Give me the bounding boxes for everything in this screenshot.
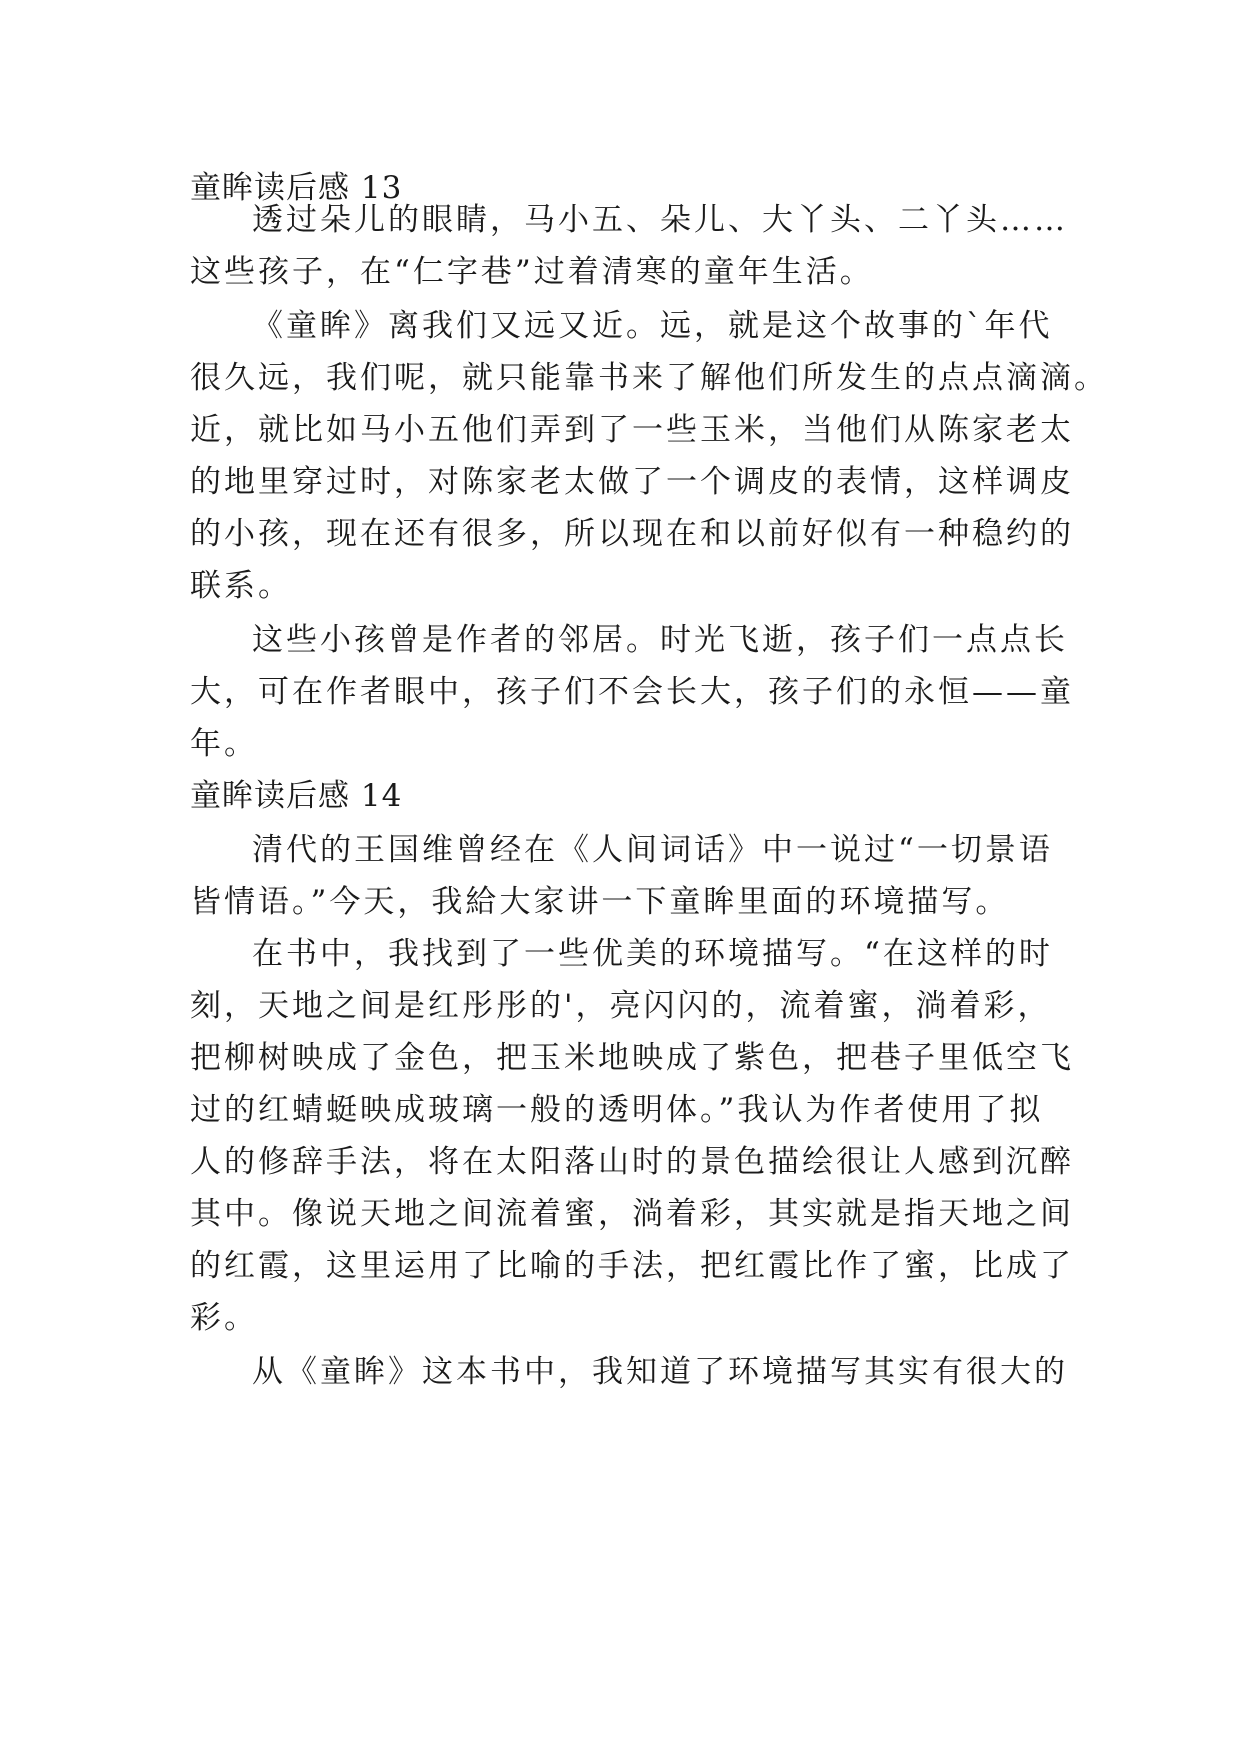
paragraph-line: 这些孩子，在“仁字巷”过着清寒的童年生活。 xyxy=(190,254,874,290)
paragraph-line: 联系。 xyxy=(190,568,292,604)
paragraph-line: 皆情语。”今天，我給大家讲一下童眸里面的环境描写。 xyxy=(190,884,1010,920)
paragraph-line: 的红霞，这里运用了比喻的手法，把红霞比作了蜜，比成了 xyxy=(190,1248,1074,1284)
paragraph-line: 在书中，我找到了一些优美的环境描写。“在这样的时 xyxy=(252,936,1053,972)
paragraph-line: 透过朵儿的眼睛，马小五、朵儿、大丫头、二丫头…… xyxy=(252,202,1068,238)
paragraph-line: 过的红蜻蜓映成玻璃一般的透明体。”我认为作者使用了拟 xyxy=(190,1092,1044,1128)
paragraph-line: 把柳树映成了金色，把玉米地映成了紫色，把巷子里低空飞 xyxy=(190,1040,1074,1076)
paragraph-line: 刻，天地之间是红彤彤的'，亮闪闪的，流着蜜，淌着彩， xyxy=(190,988,1052,1024)
paragraph-line: 大，可在作者眼中，孩子们不会长大，孩子们的永恒——童 xyxy=(190,674,1074,710)
paragraph-line: 彩。 xyxy=(190,1300,258,1336)
paragraph-line: 很久远，我们呢，就只能靠书来了解他们所发生的点点滴滴。 xyxy=(190,360,1108,396)
paragraph-line: 的小孩，现在还有很多，所以现在和以前好似有一种稳约的 xyxy=(190,516,1074,552)
paragraph-line: 《童眸》离我们又远又近。远，就是这个故事的`年代 xyxy=(252,308,1053,344)
paragraph-line: 这些小孩曾是作者的邻居。时光飞逝，孩子们一点点长 xyxy=(252,622,1068,658)
paragraph-line: 人的修辞手法，将在太阳落山时的景色描绘很让人感到沉醉 xyxy=(190,1144,1074,1180)
section-title: 童眸读后感 14 xyxy=(190,778,403,814)
paragraph-line: 从《童眸》这本书中，我知道了环境描写其实有很大的 xyxy=(252,1354,1068,1390)
paragraph-line: 清代的王国维曾经在《人间词话》中一说过“一切景语 xyxy=(252,832,1053,868)
paragraph-line: 的地里穿过时，对陈家老太做了一个调皮的表情，这样调皮 xyxy=(190,464,1074,500)
paragraph-line: 近，就比如马小五他们弄到了一些玉米，当他们从陈家老太 xyxy=(190,412,1074,448)
section-title: 童眸读后感 13 xyxy=(190,170,403,206)
paragraph-line: 其中。像说天地之间流着蜜，淌着彩，其实就是指天地之间 xyxy=(190,1196,1074,1232)
paragraph-line: 年。 xyxy=(190,726,258,762)
